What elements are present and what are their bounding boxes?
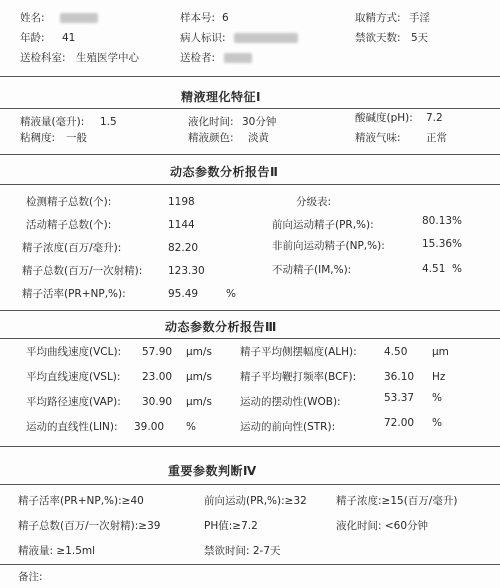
s2-label-4: 精子活率(PR+NP,%): [22, 288, 126, 300]
criterion-vitality: 精子活率(PR+NP,%):≥40 [18, 495, 144, 507]
s3-left-label-3: 运动的直线性(LIN): [26, 421, 118, 433]
s3-left-unit-0: μm/s [186, 346, 212, 358]
grade-label: 分级表: [296, 196, 332, 208]
s2-value-0: 1198 [168, 196, 195, 208]
sample-no-value: 6 [222, 12, 229, 24]
volume-value: 1.5 [100, 116, 117, 128]
criterion-concentration: 精子浓度:≥15(百万/毫升) [336, 495, 458, 507]
s3-left-label-1: 平均直线速度(VSL): [26, 371, 121, 383]
divider [0, 446, 500, 447]
s3-left-label-0: 平均曲线速度(VCL): [26, 346, 122, 358]
color-value: 淡黄 [248, 132, 269, 144]
criterion-progressive: 前向运动(PR,%):≥32 [204, 495, 307, 507]
divider [0, 310, 500, 311]
odor-label: 精液气味: [355, 132, 401, 144]
s3-left-value-2: 30.90 [142, 396, 173, 408]
s2-unit-4: % [226, 288, 236, 300]
grade-label-0: 前向运动精子(PR,%): [272, 219, 374, 231]
volume-label: 精液量(毫升): [20, 116, 85, 128]
grade-label-2: 不动精子(IM,%): [272, 264, 352, 276]
grade-label-1: 非前向运动精子(NP,%): [272, 240, 385, 252]
s3-left-value-0: 57.90 [142, 346, 173, 358]
grade-value-2: 4.51 [422, 263, 446, 275]
s3-left-label-2: 平均路径速度(VAP): [26, 396, 121, 408]
section1-title: 精液理化特征Ⅰ [181, 90, 261, 104]
s3-left-unit-2: μm/s [186, 396, 212, 408]
abstinence-value: 5天 [411, 32, 429, 44]
redacted-sender [224, 53, 252, 63]
dept-value: 生殖医学中心 [76, 52, 139, 64]
s3-right-unit-3: % [432, 417, 442, 429]
grade-unit-2: % [452, 263, 462, 275]
age-label: 年龄: [20, 32, 45, 44]
liquefaction-label: 液化时间: [188, 116, 234, 128]
viscosity-label: 粘稠度: [20, 132, 56, 144]
s3-right-unit-0: μm [432, 346, 449, 358]
s3-left-value-1: 23.00 [142, 371, 173, 383]
section3-title: 动态参数分析报告Ⅲ [165, 320, 277, 334]
s2-label-2: 精子浓度(百万/毫升): [22, 242, 122, 254]
ph-label: 酸碱度(pH): [355, 112, 413, 124]
s2-label-0: 检测精子总数(个): [26, 196, 112, 208]
grade-unit-0: % [452, 215, 462, 227]
patient-id-label: 病人标识: [180, 32, 226, 44]
s2-value-1: 1144 [168, 219, 195, 231]
divider [0, 338, 500, 339]
redacted-patient-id [234, 33, 298, 43]
collect-method-value: 手淫 [409, 12, 430, 24]
s2-label-3: 精子总数(百万/一次射精): [22, 265, 143, 277]
s3-right-unit-1: Hz [432, 371, 446, 383]
section2-title: 动态参数分析报告Ⅱ [170, 165, 279, 179]
divider [0, 154, 500, 155]
remark-label: 备注: [18, 571, 43, 583]
s3-right-label-2: 运动的摆动性(WOB): [240, 396, 341, 408]
divider [0, 564, 500, 565]
color-label: 精液颜色: [188, 132, 234, 144]
dept-label: 送检科室: [20, 52, 66, 64]
s3-right-unit-2: % [432, 392, 442, 404]
divider [0, 184, 500, 185]
grade-value-1: 15.36 [422, 238, 453, 250]
s3-right-value-2: 53.37 [384, 392, 415, 404]
s3-right-label-0: 精子平均侧摆幅度(ALH): [240, 346, 357, 358]
ph-value: 7.2 [426, 112, 443, 124]
s3-right-value-0: 4.50 [384, 346, 408, 358]
s3-right-value-1: 36.10 [384, 371, 415, 383]
criterion-liquefaction: 液化时间: <60分钟 [336, 520, 429, 532]
name-label: 姓名: [20, 12, 45, 24]
divider [0, 76, 500, 77]
criterion-volume: 精液量: ≥1.5ml [18, 545, 96, 557]
divider [0, 108, 500, 109]
viscosity-value: 一般 [66, 132, 87, 144]
criterion-ph: PH值:≥7.2 [204, 520, 258, 532]
s3-right-label-3: 运动的前向性(STR): [240, 421, 336, 433]
collect-method-label: 取精方式: [355, 12, 401, 24]
criterion-total-count: 精子总数(百万/一次射精):≥39 [18, 520, 161, 532]
section4-title: 重要参数判断Ⅳ [168, 464, 257, 478]
sender-label: 送检者: [180, 52, 216, 64]
s2-value-4: 95.49 [168, 288, 199, 300]
s3-left-unit-3: % [186, 421, 196, 433]
s2-value-3: 123.30 [168, 265, 205, 277]
liquefaction-value: 30分钟 [242, 116, 277, 128]
s3-left-value-3: 39.00 [134, 421, 165, 433]
s2-value-2: 82.20 [168, 242, 199, 254]
s3-left-unit-1: μm/s [186, 371, 212, 383]
odor-value: 正常 [426, 132, 447, 144]
criterion-abstinence: 禁欲时间: 2-7天 [204, 545, 281, 557]
age-value: 41 [62, 32, 76, 44]
s3-right-label-1: 精子平均鞭打频率(BCF): [240, 371, 357, 383]
divider [0, 484, 500, 485]
sample-no-label: 样本号: [180, 12, 216, 24]
grade-value-0: 80.13 [422, 215, 453, 227]
s2-label-1: 活动精子总数(个): [26, 219, 112, 231]
grade-unit-1: % [452, 238, 462, 250]
s3-right-value-3: 72.00 [384, 417, 415, 429]
redacted-name [60, 13, 98, 23]
abstinence-label: 禁欲天数: [355, 32, 401, 44]
